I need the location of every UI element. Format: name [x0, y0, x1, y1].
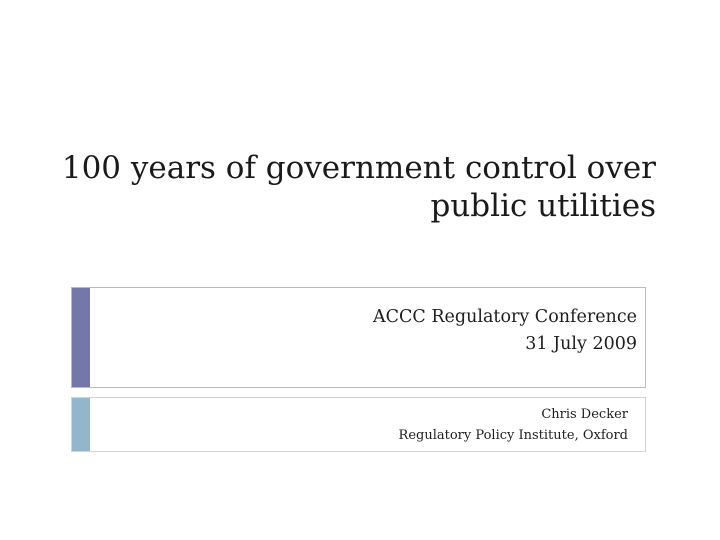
- author-accent-bar: [72, 398, 90, 451]
- subtitle-accent-bar: [72, 288, 90, 387]
- author-text: [399, 404, 628, 446]
- subtitle-text: [373, 304, 637, 358]
- subtitle-panel: [71, 287, 646, 388]
- slide-title: [60, 149, 656, 225]
- conference-date: 31 July 2009: [525, 334, 637, 354]
- author-panel: [71, 397, 646, 452]
- slide-title-line-2: public utilities: [430, 187, 656, 224]
- author-affiliation: Regulatory Policy Institute, Oxford: [398, 428, 628, 443]
- conference-name: ACCC Regulatory Conference: [373, 307, 637, 327]
- author-name: Chris Decker: [541, 407, 628, 422]
- slide-title-line-1: 100 years of government control over: [61, 149, 656, 186]
